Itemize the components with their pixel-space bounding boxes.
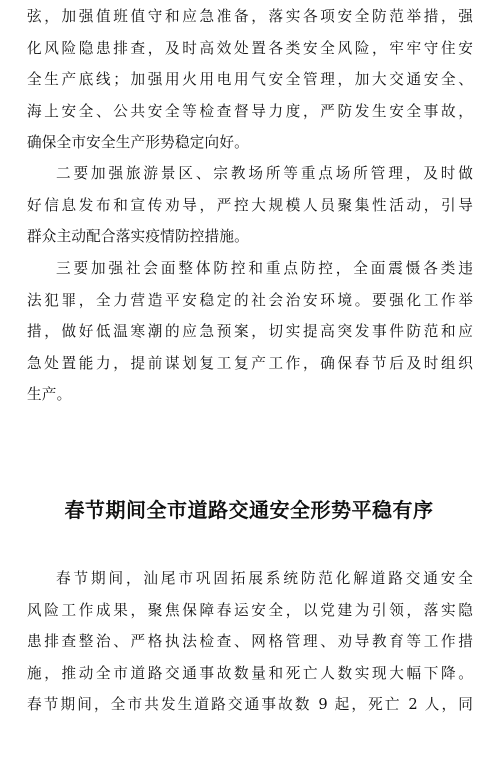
text-line: 三要加强社会面整体防控和重点防控，全面震慑各类违 bbox=[56, 260, 473, 277]
paragraph-public-security bbox=[27, 253, 473, 411]
text-line: 法犯罪，全力营造平安稳定的社会治安环境。要强化工作举 bbox=[27, 291, 473, 309]
text-line: 风险工作成果，聚焦保障春运安全，以党建为引领，落实隐 bbox=[27, 601, 473, 619]
text-line: 确保全市安全生产形势稳定向好。 bbox=[27, 134, 249, 151]
paragraph-road-traffic bbox=[27, 563, 473, 721]
text-line: 生产。 bbox=[27, 386, 72, 403]
text-line: 弦，加强值班值守和应急准备，落实各项安全防范举措，强 bbox=[27, 8, 473, 25]
text-line: 春节期间，全市共发生道路交通事故数 9 起，死亡 2 人，同 bbox=[27, 696, 473, 713]
text-line: 施，推动全市道路交通事故数量和死亡人数实现大幅下降。 bbox=[27, 664, 473, 682]
text-line: 春节期间，汕尾市巩固拓展系统防范化解道路交通安全 bbox=[56, 570, 473, 587]
text-line: 全生产底线；加强用火用电用气安全管理，加大交通安全、 bbox=[27, 71, 473, 88]
section-heading: 春节期间全市道路交通安全形势平稳有序 bbox=[64, 498, 434, 522]
text-line: 海上安全、公共安全等检查督导力度，严防发生安全事故， bbox=[27, 102, 473, 120]
text-line: 好信息发布和宣传劝导，严控大规模人员聚集性活动，引导 bbox=[27, 196, 473, 214]
text-line: 化风险隐患排查，及时高效处置各类安全风险，牢牢守住安 bbox=[27, 39, 473, 57]
text-line: 二要加强旅游景区、宗教场所等重点场所管理，及时做 bbox=[56, 165, 473, 182]
text-line: 措，做好低温寒潮的应急预案，切实提高突发事件防范和应 bbox=[27, 323, 473, 340]
text-line: 患排查整治、严格执法检查、网格管理、劝导教育等工作措 bbox=[27, 633, 473, 650]
paragraph-tourist-sites bbox=[27, 158, 473, 253]
text-line: 急处置能力，提前谋划复工复产工作，确保春节后及时组织 bbox=[27, 354, 473, 372]
text-line: 群众主动配合落实疫情防控措施。 bbox=[27, 228, 249, 245]
paragraph-safety-measures bbox=[27, 1, 473, 159]
